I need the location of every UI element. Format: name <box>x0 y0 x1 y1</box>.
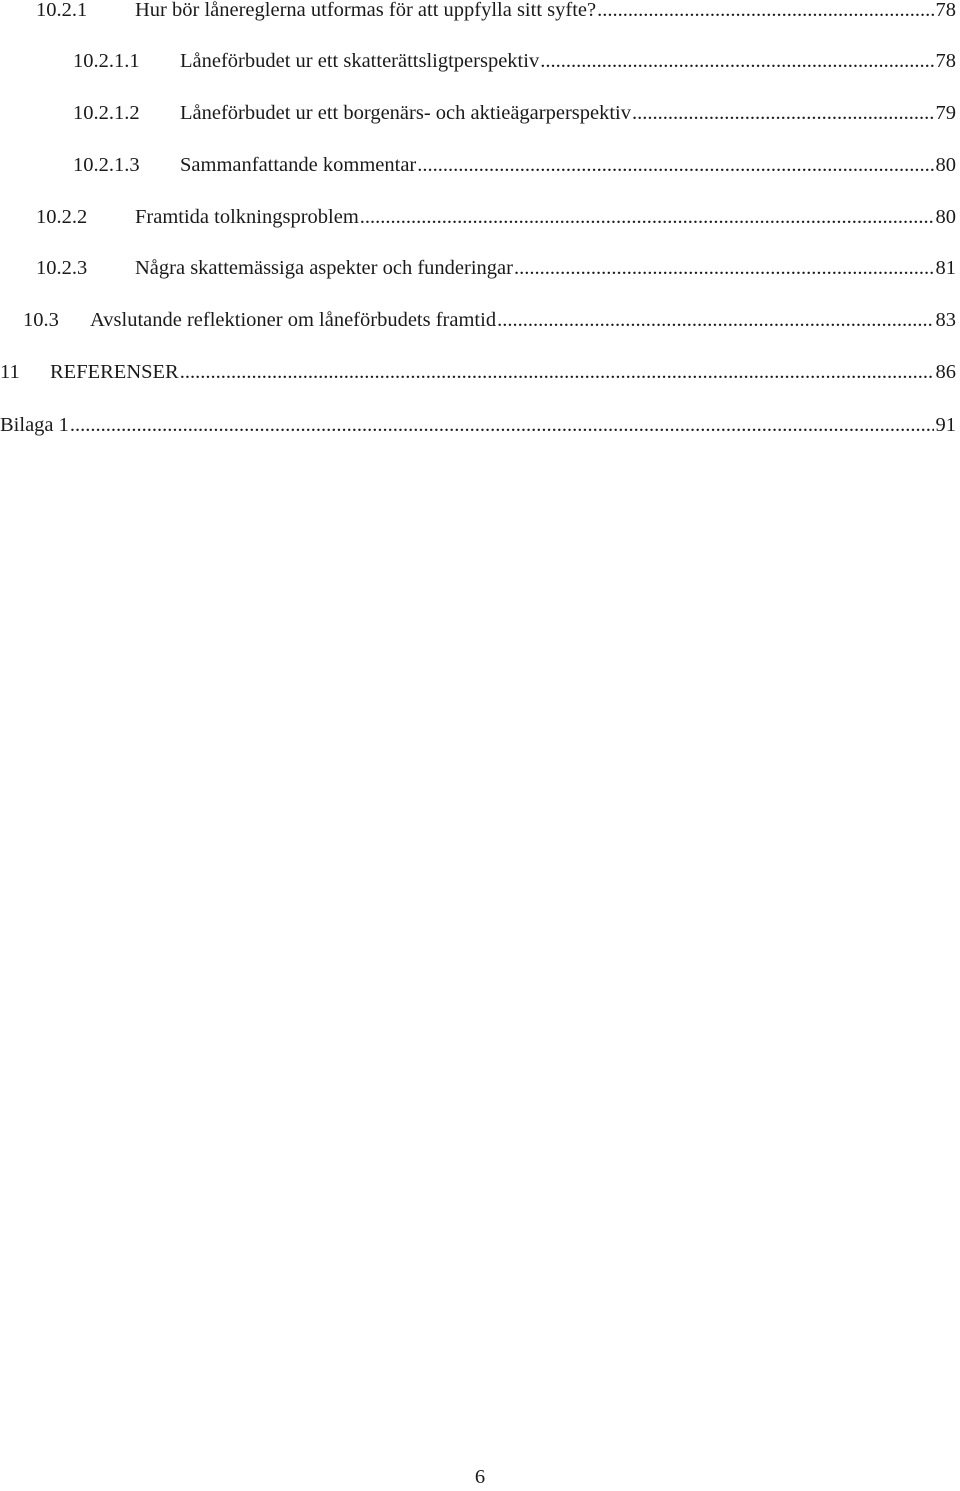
toc-entry-title: Avslutande reflektioner om låneförbudets framtid <box>90 309 497 331</box>
toc-entry-title: Låneförbudet ur ett borgenärs- och aktieägarperspektiv <box>180 102 631 124</box>
toc-entry-page: 81 <box>935 257 956 279</box>
toc-dot-leader <box>180 361 934 384</box>
toc-entry-number: 10.3 <box>23 309 59 331</box>
toc-dot-leader <box>540 50 933 73</box>
toc-dot-leader <box>597 0 933 22</box>
toc-dot-leader <box>632 102 934 125</box>
toc-entry-page: 83 <box>935 309 956 331</box>
toc-dot-leader <box>417 154 933 177</box>
toc-entry[interactable] <box>36 0 956 29</box>
toc-entry[interactable] <box>23 309 956 339</box>
toc-entry-number: 10.2.2 <box>36 206 88 228</box>
toc-entry-number: 10.2.1.2 <box>73 102 140 124</box>
toc-entry-title: Sammanfattande kommentar <box>180 154 417 176</box>
toc-entry-page: 80 <box>935 154 956 176</box>
toc-entry[interactable] <box>73 102 956 132</box>
toc-entry-title: Framtida tolkningsproblem <box>135 206 359 228</box>
toc-entry-number: 10.2.3 <box>36 257 88 279</box>
toc-entry-title: Låneförbudet ur ett skatterättsligtperspektiv <box>180 50 540 72</box>
toc-entry-page: 86 <box>935 361 956 383</box>
toc-entry-page: 79 <box>935 102 956 124</box>
toc-entry-title: Några skattemässiga aspekter och funderingar <box>135 257 513 279</box>
toc-entry[interactable] <box>73 154 956 184</box>
toc-entry-title: Bilaga 1 <box>0 414 69 436</box>
toc-entry-number: 10.2.1.1 <box>73 50 140 72</box>
toc-entry[interactable] <box>73 50 956 80</box>
toc-dot-leader <box>70 414 934 437</box>
toc-dot-leader <box>514 257 934 280</box>
toc-entry-title: REFERENSER <box>50 361 179 383</box>
toc-dot-leader <box>497 309 933 332</box>
toc-entry-page: 78 <box>935 0 956 21</box>
toc-entry[interactable] <box>0 414 956 444</box>
toc-entry-number: 10.2.1 <box>36 0 88 21</box>
toc-entry-title: Hur bör lånereglerna utformas för att uppfylla sitt syfte? <box>135 0 597 21</box>
toc-entry[interactable] <box>0 361 956 391</box>
toc-entry[interactable] <box>36 257 956 287</box>
page-number: 6 <box>474 1466 486 1488</box>
toc-entry-number: 10.2.1.3 <box>73 154 140 176</box>
toc-entry-number: 11 <box>0 361 20 383</box>
toc-entry-page: 78 <box>935 50 956 72</box>
toc-entry-page: 91 <box>935 414 956 436</box>
toc-dot-leader <box>360 206 934 229</box>
toc-entry[interactable] <box>36 206 956 236</box>
toc-entry-page: 80 <box>935 206 956 228</box>
